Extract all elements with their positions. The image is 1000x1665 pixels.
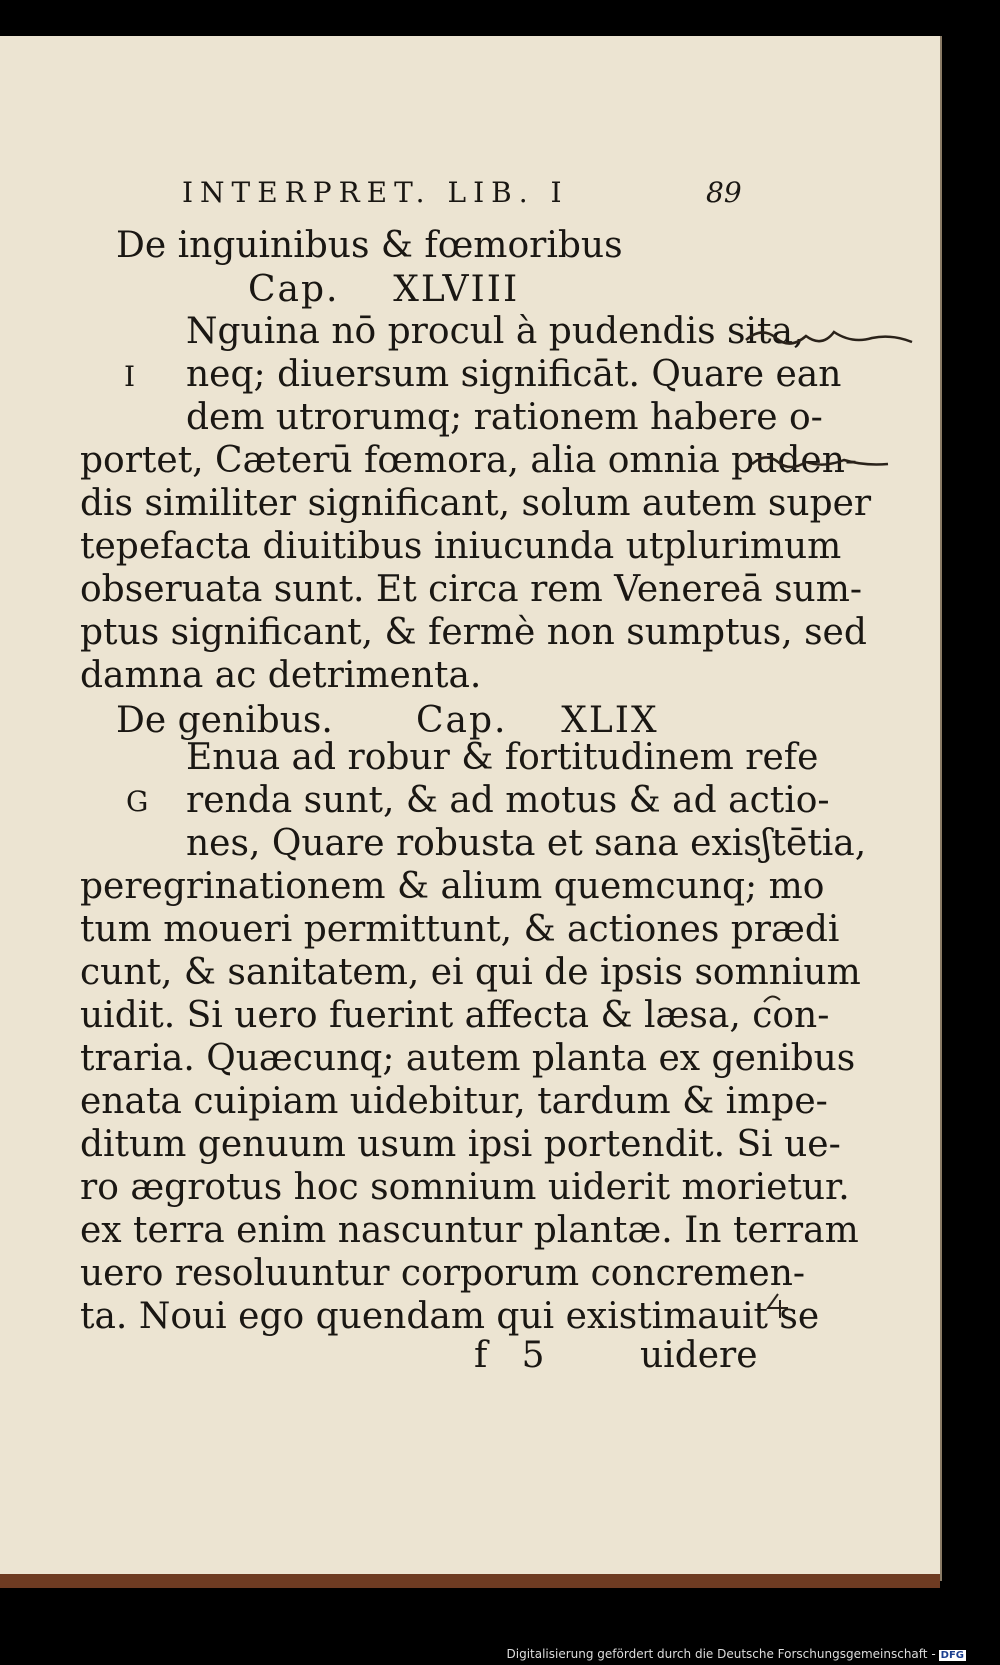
- text-line: portet, Cæterū fœmora, alia omnia puden-: [80, 440, 858, 481]
- chapter-heading: Cap. XLIX: [416, 700, 659, 741]
- text-line: peregrinationem & alium quemcunq; mo: [80, 866, 825, 907]
- text-line: neq; diuersum significāt. Quare ean: [186, 354, 842, 395]
- text-line: damna ac detrimenta.: [80, 655, 482, 696]
- section-title: De genibus.: [116, 700, 333, 741]
- text-line: obseruata sunt. Et circa rem Venereā sum-: [80, 569, 863, 610]
- text-line: Enua ad robur & fortitudinem refe: [186, 737, 819, 778]
- text-line: traria. Quæcunq; autem planta ex genibus: [80, 1038, 856, 1079]
- guide-letter: G: [126, 785, 149, 818]
- dfg-logo: DFG: [940, 1650, 964, 1661]
- text-line: uero resoluuntur corporum concremen-: [80, 1253, 806, 1294]
- page-edge: [0, 1574, 940, 1588]
- catchword: uidere: [640, 1335, 758, 1376]
- chapter-heading: Cap. XLVIII: [248, 269, 520, 310]
- footer-text: Digitalisierung gefördert durch die Deutsche Forschungsgemeinschaft -: [506, 1647, 936, 1661]
- text-line: dis similiter significant, solum autem super: [80, 483, 872, 524]
- text-line: tepefacta diuitibus iniucunda utplurimum: [80, 526, 842, 567]
- text-line: cunt, & sanitatem, ei qui de ipsis somnium: [80, 952, 861, 993]
- signature-mark: f 5: [474, 1335, 545, 1376]
- handwritten-annotation-mark: [760, 990, 790, 1010]
- text-line: tum moueri permittunt, & actiones prædi: [80, 909, 840, 950]
- text-line: enata cuipiam uidebitur, tardum & impe-: [80, 1081, 828, 1122]
- text-line: nes, Quare robusta et sana exisʃtētia,: [186, 823, 867, 864]
- page-number: 89: [706, 176, 742, 209]
- text-line: ro ægrotus hoc somnium uiderit morietur.: [80, 1167, 850, 1208]
- guide-letter: I: [124, 360, 136, 393]
- text-line: ex terra enim nascuntur plantæ. In terram: [80, 1210, 859, 1251]
- handwritten-annotation-mark: [742, 318, 922, 358]
- text-line: uidit. Si uero fuerint affecta & læsa, con-: [80, 995, 830, 1036]
- section-title: De inguinibus & fœmoribus: [116, 225, 623, 266]
- text-line: ta. Noui ego quendam qui existimauit se: [80, 1296, 820, 1337]
- text-line: ditum genuum usum ipsi portendit. Si ue-: [80, 1124, 841, 1165]
- text-line: ptus significant, & fermè non sumptus, sed: [80, 612, 867, 653]
- running-head: INTERPRET. LIB. I: [182, 176, 569, 209]
- text-line: dem utrorumq; rationem habere o-: [186, 397, 823, 438]
- text-line: Nguina nō procul à pudendis sita,: [186, 311, 805, 352]
- footer-credit: [507, 1647, 967, 1661]
- handwritten-annotation-mark: [748, 448, 898, 478]
- text-line: renda sunt, & ad motus & ad actio-: [186, 780, 830, 821]
- handwritten-annotation-mark: [760, 1290, 794, 1320]
